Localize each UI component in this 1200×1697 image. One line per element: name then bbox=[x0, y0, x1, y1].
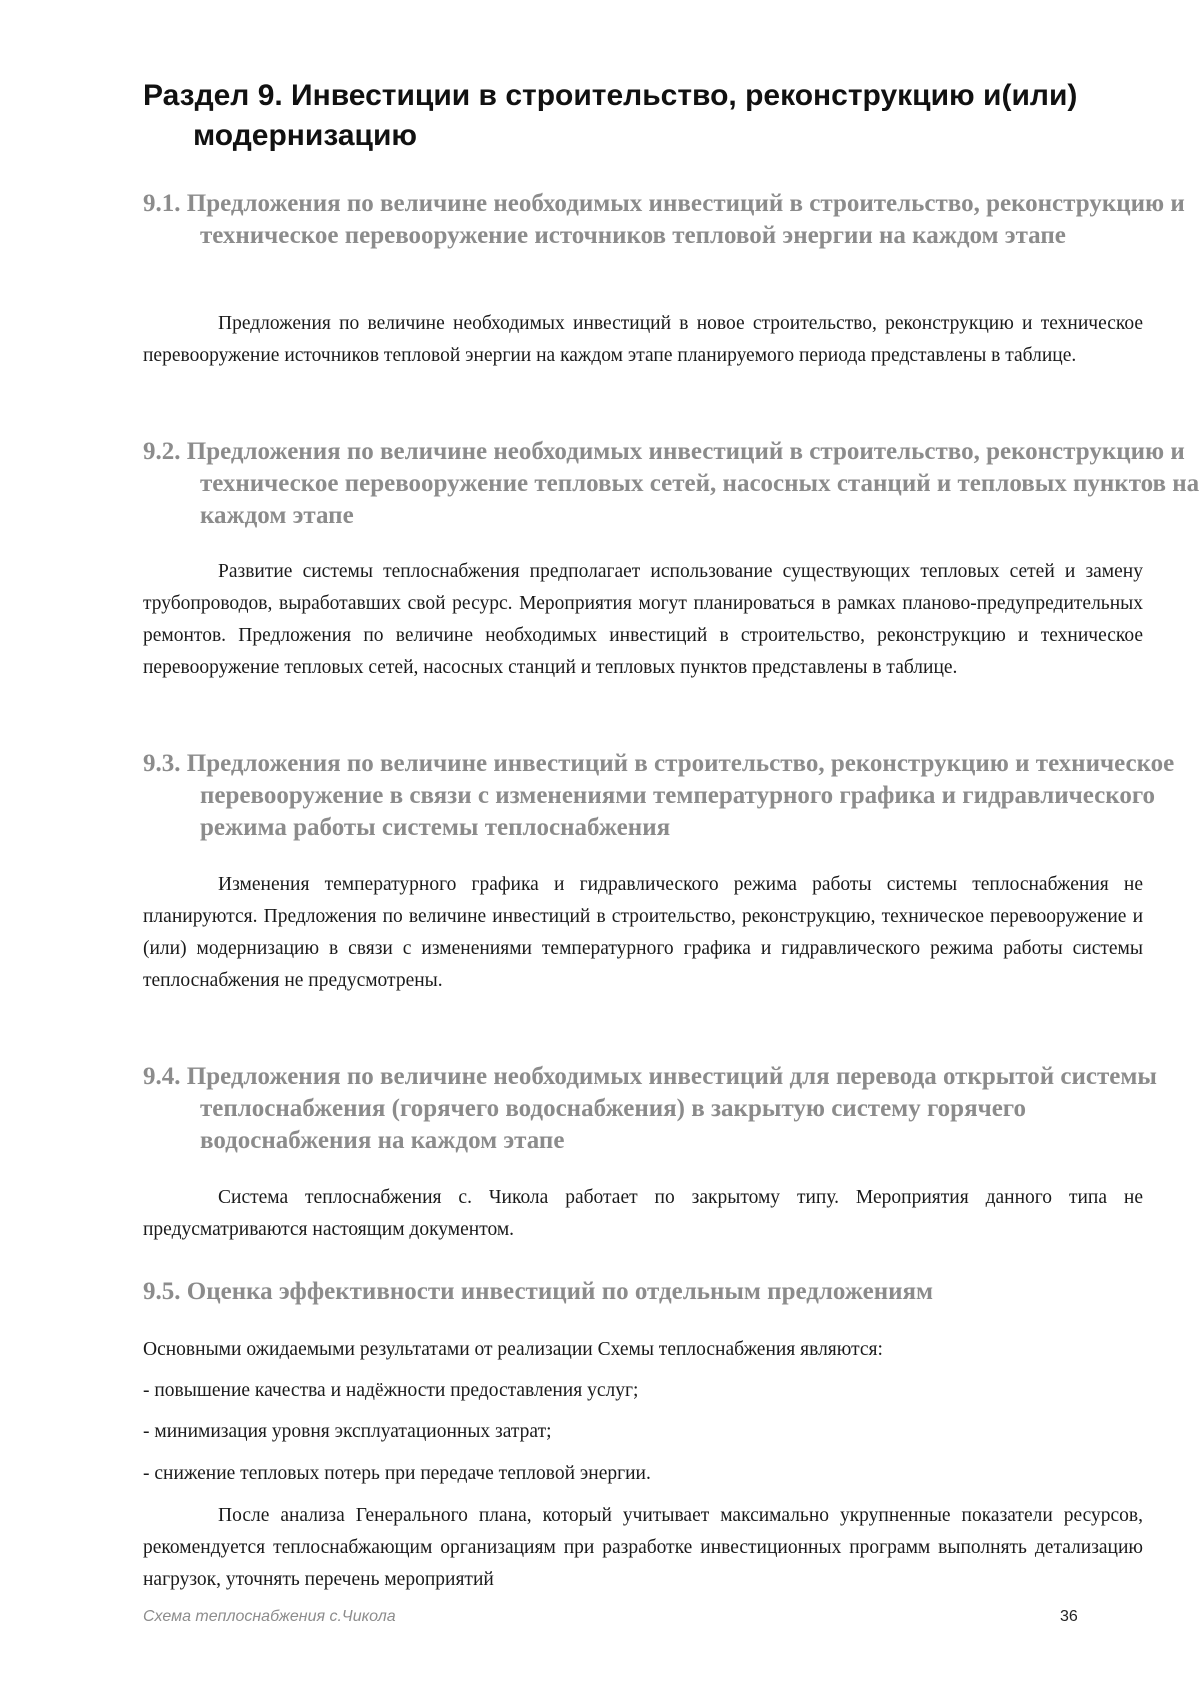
subsection-9-5-intro: Основными ожидаемыми результатами от реализации Схемы теплоснабжения являются: bbox=[143, 1339, 883, 1360]
section-title: Раздел 9. Инвестиции в строительство, реконструкцию и(или) модернизацию bbox=[143, 79, 1078, 152]
subsection-9-1-title: 9.1. Предложения по величине необходимых инвестиций в строительство, реконструкцию и техническое перевооружение источников тепловой энергии на каждом этапе bbox=[143, 190, 1185, 249]
footer-page-number: 36 bbox=[1060, 1608, 1078, 1625]
subsection-9-3-title: 9.3. Предложения по величине инвестиций в строительство, реконструкцию и техническое перевооружение в связи с изменениями температурного графика и гидравлического режима работы системы теплоснабжения bbox=[143, 750, 1175, 841]
list-item: - снижение тепловых потерь при передаче тепловой энергии. bbox=[143, 1463, 651, 1484]
subsection-9-5-title: 9.5. Оценка эффективности инвестиций по отдельным предложениям bbox=[143, 1278, 934, 1305]
subsection-9-4-title: 9.4. Предложения по величине необходимых инвестиций для перевода открытой системы теплоснабжения (горячего водоснабжения) в закрытую систему горячего водоснабжения на каждом этапе bbox=[143, 1063, 1157, 1154]
list-item: - минимизация уровня эксплуатационных затрат; bbox=[143, 1421, 552, 1442]
subsection-9-1-text: Предложения по величине необходимых инвестиций в новое строительство, реконструкцию и техническое перевооружение источников тепловой энергии на каждом этапе планируемого периода представлены в таблице. bbox=[143, 313, 1143, 366]
subsection-9-3-text: Изменения температурного графика и гидравлического режима работы системы теплоснабжения не планируются. Предложения по величине инвестиций в строительство, реконструкцию, техническое перевооружение и (или) модернизацию в связи с изменениями температурного графика и гидравлического режима работы системы теплоснабжения не предусмотрены. bbox=[143, 874, 1143, 991]
subsection-9-5-text: После анализа Генерального плана, который учитывает максимально укрупненные показатели ресурсов, рекомендуется теплоснабжающим организациям при разработке инвестиционных программ выполнять детализацию нагрузок, уточнять перечень мероприятий bbox=[143, 1505, 1143, 1590]
footer-document-name: Схема теплоснабжения с.Чикола bbox=[143, 1608, 396, 1625]
subsection-9-4-text: Система теплоснабжения с. Чикола работает по закрытому типу. Мероприятия данного типа не предусматриваются настоящим документом. bbox=[143, 1187, 1143, 1240]
list-item: - повышение качества и надёжности предоставления услуг; bbox=[143, 1380, 639, 1401]
subsection-9-2-title: 9.2. Предложения по величине необходимых инвестиций в строительство, реконструкцию и техническое перевооружение тепловых сетей, насосных станций и тепловых пунктов на каждом этапе bbox=[143, 438, 1200, 529]
subsection-9-2-text: Развитие системы теплоснабжения предполагает использование существующих тепловых сетей и замену трубопроводов, выработавших свой ресурс. Мероприятия могут планироваться в рамках планово-предупредительных ремонтов. Предложения по величине необходимых инвестиций в строительство, реконструкцию и техническое перевооружение тепловых сетей, насосных станций и тепловых пунктов представлены в таблице. bbox=[143, 561, 1143, 678]
